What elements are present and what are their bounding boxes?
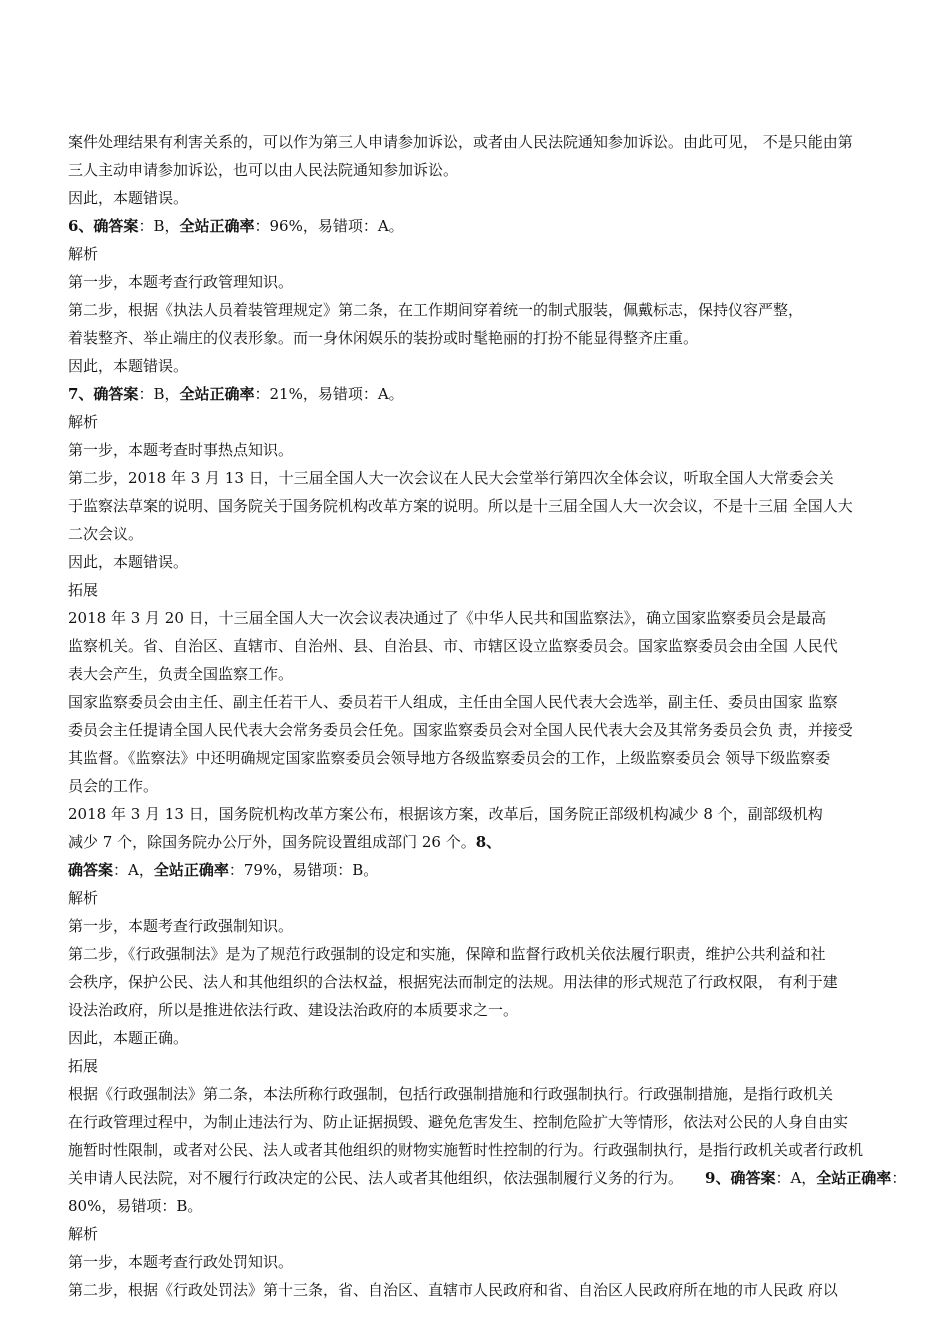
- text-line: 第一步，本题考查行政管理知识。: [68, 273, 294, 291]
- text-line: 因此，本题正确。: [68, 1029, 189, 1047]
- document-page: [68, 128, 907, 1304]
- text-line: 80%，易错项：B。: [68, 1197, 203, 1215]
- text-line: 三人主动申请参加诉讼，也可以由人民法院通知参加诉讼。: [68, 161, 459, 179]
- answer-line-q7: [68, 380, 894, 408]
- accuracy-value: ：79%，易错项：B。: [228, 861, 379, 879]
- text-line: 第二步，2018 年 3 月 13 日，十三届全国人大一次会议在人民大会堂举行第四次全体会议，听取全国人大常委会关: [68, 469, 834, 487]
- answer-label: 7、确答案: [68, 385, 139, 403]
- text-line-with-q8: [68, 828, 894, 856]
- text-line: 委员会主任提请全国人民代表大会常务委员会任免。国家监察委员会对全国人民代表大会及其常务委员会负 责，并接受: [68, 721, 853, 739]
- section-heading: 解析: [68, 1225, 99, 1243]
- section-heading: 拓展: [68, 1057, 99, 1075]
- answer-value: ：B，: [138, 385, 180, 403]
- text-line-with-q9: [68, 1164, 907, 1192]
- text-line: 其监督。《监察法》中还明确规定国家监察委员会领导地方各级监察委员会的工作，上级监察委员会 领导下级监察委: [68, 749, 831, 767]
- accuracy-value: ：96%，易错项：A。: [254, 217, 404, 235]
- text-fragment: 减少 7 个，除国务院办公厅外，国务院设置组成部门 26 个。: [68, 833, 476, 851]
- accuracy-label: 全站正确率: [816, 1169, 892, 1187]
- section-heading: 解析: [68, 889, 99, 907]
- text-line: 第一步，本题考查时事热点知识。: [68, 441, 294, 459]
- section-heading: 解析: [68, 413, 99, 431]
- text-line: 监察机关。省、自治区、直辖市、自治州、县、自治县、市、市辖区设立监察委员会。国家监察委员会由全国 人民代: [68, 637, 838, 655]
- text-line: 因此，本题错误。: [68, 357, 189, 375]
- text-line: 二次会议。: [68, 525, 144, 543]
- accuracy-label: 全站正确率: [153, 861, 229, 879]
- text-line: 第二步，《行政强制法》是为了规范行政强制的设定和实施，保障和监督行政机关依法履行职责，维护公共利益和社: [68, 945, 826, 963]
- accuracy-colon: ：: [891, 1169, 907, 1187]
- text-line: 在行政管理过程中，为制止违法行为、防止证据损毁、避免危害发生、控制危险扩大等情形，依法对公民的人身自由实: [68, 1113, 849, 1131]
- answer-value: ：B，: [138, 217, 180, 235]
- text-line: 因此，本题错误。: [68, 189, 189, 207]
- text-line: 会秩序，保护公民、法人和其他组织的合法权益，根据宪法而制定的法规。用法律的形式规范了行政权限， 有利于建: [68, 973, 838, 991]
- accuracy-value: ：21%，易错项：A。: [254, 385, 404, 403]
- text-line: 着装整齐、举止端庄的仪表形象。而一身休闲娱乐的装扮或时髦艳丽的打扮不能显得整齐庄重。: [68, 329, 699, 347]
- text-line: 员会的工作。: [68, 777, 159, 795]
- text-line: 案件处理结果有利害关系的，可以作为第三人申请参加诉讼，或者由人民法院通知参加诉讼。由此可见， 不是只能由第: [68, 133, 853, 151]
- text-line: 表大会产生，负责全国监察工作。: [68, 665, 294, 683]
- accuracy-label: 全站正确率: [179, 385, 255, 403]
- text-line: 2018 年 3 月 20 日，十三届全国人大一次会议表决通过了《中华人民共和国监察法》，确立国家监察委员会是最高: [68, 609, 827, 627]
- text-line: 第二步，根据《行政处罚法》第十三条，省、自治区、直辖市人民政府和省、自治区人民政府所在地的市人民政 府以: [68, 1281, 838, 1299]
- question-number: 8、: [475, 833, 502, 851]
- text-line: 2018 年 3 月 13 日，国务院机构改革方案公布，根据该方案，改革后，国务院正部级机构减少 8 个，副部级机构: [68, 805, 823, 823]
- text-line: 根据《行政强制法》第二条，本法所称行政强制，包括行政强制措施和行政强制执行。行政强制措施，是指行政机关: [68, 1085, 834, 1103]
- text-line: 国家监察委员会由主任、副主任若干人、委员若干人组成，主任由全国人民代表大会选举，副主任、委员由国家 监察: [68, 693, 838, 711]
- text-line: 因此，本题错误。: [68, 553, 189, 571]
- section-heading: 拓展: [68, 581, 99, 599]
- answer-label: 9、确答案: [705, 1169, 776, 1187]
- section-heading: 解析: [68, 245, 99, 263]
- text-fragment: 关申请人民法院，对不履行行政决定的公民、法人或者其他组织，依法强制履行义务的行为。: [68, 1169, 684, 1187]
- text-line: 于监察法草案的说明、国务院关于国务院机构改革方案的说明。所以是十三届全国人大一次会议，不是十三届 全国人大: [68, 497, 853, 515]
- answer-label: 6、确答案: [68, 217, 139, 235]
- text-line: 设法治政府，所以是推进依法行政、建设法治政府的本质要求之一。: [68, 1001, 519, 1019]
- answer-line-q6: [68, 212, 894, 240]
- text-line: 第二步，根据《执法人员着装管理规定》第二条，在工作期间穿着统一的制式服装，佩戴标志，保持仪容严整，: [68, 301, 804, 319]
- answer-value: ：A，: [113, 861, 154, 879]
- text-line: 施暂时性限制，或者对公民、法人或者其他组织的财物实施暂时性控制的行为。行政强制执行，是指行政机关或者行政机: [68, 1141, 864, 1159]
- text-line: 第一步，本题考查行政处罚知识。: [68, 1253, 294, 1271]
- answer-label: 确答案: [68, 861, 114, 879]
- accuracy-label: 全站正确率: [179, 217, 255, 235]
- answer-line-q8: [68, 856, 894, 884]
- answer-value: ：A，: [775, 1169, 817, 1187]
- text-line: 第一步，本题考查行政强制知识。: [68, 917, 294, 935]
